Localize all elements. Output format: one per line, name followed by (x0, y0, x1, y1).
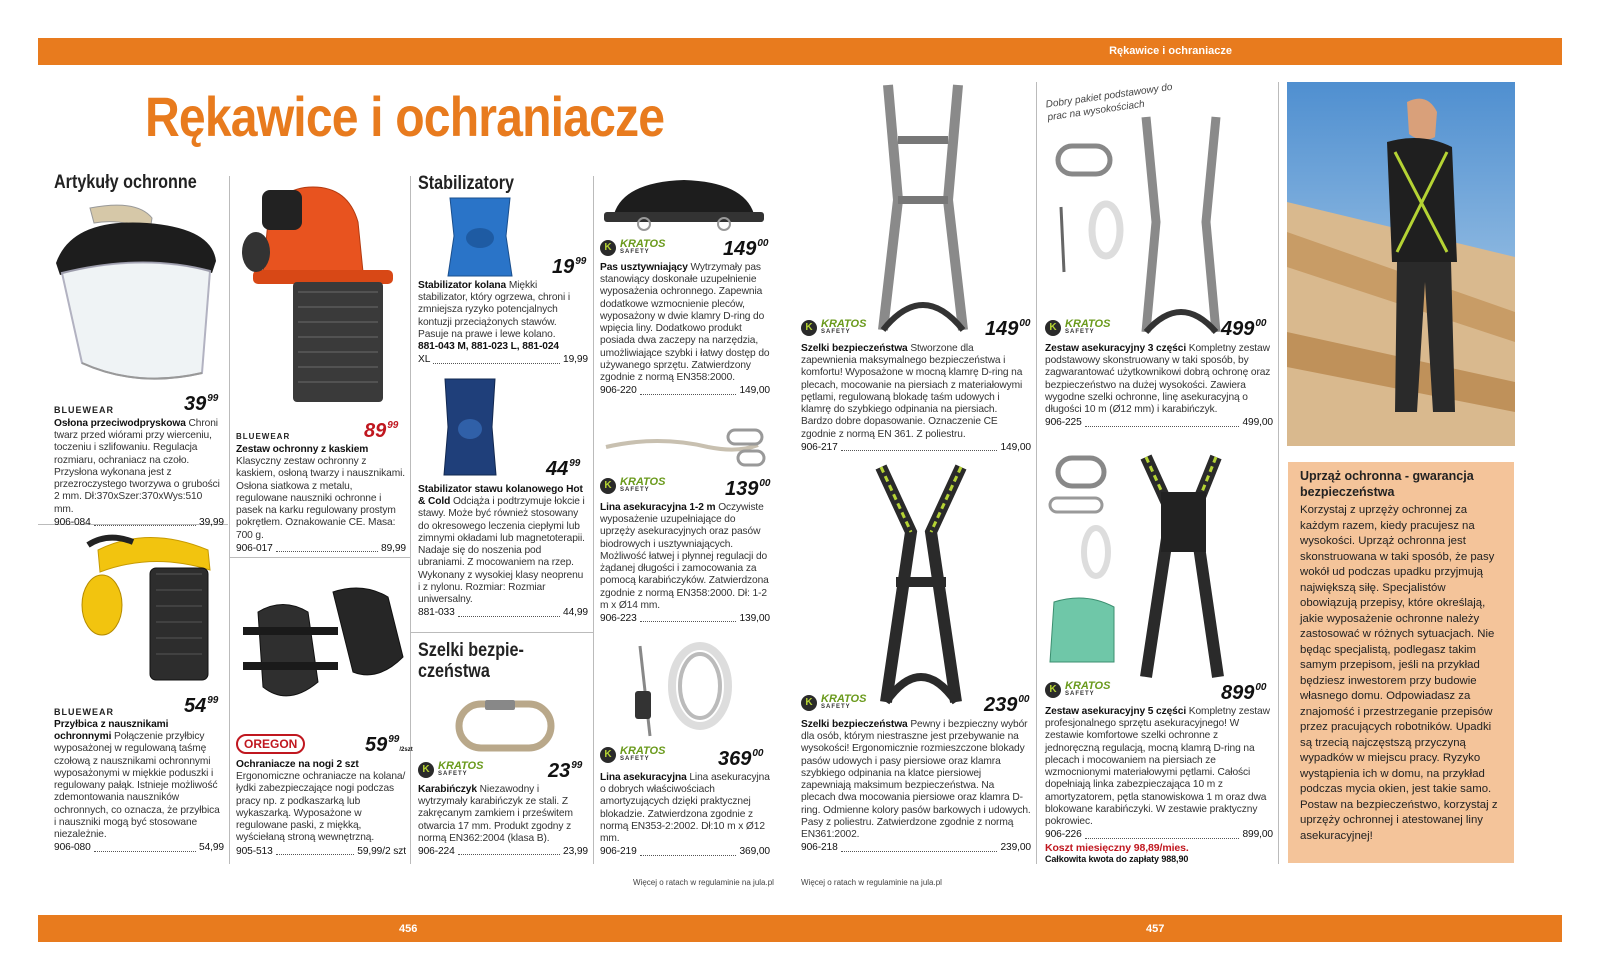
bluewear-logo: BLUEWEAR (54, 707, 114, 717)
harness-grey-image (868, 80, 978, 343)
page-number-right: 457 (1146, 923, 1165, 935)
harness-kit-3-image (1046, 112, 1266, 342)
safety-infobox (1288, 462, 1514, 863)
visor-earmuffs-image (78, 530, 223, 695)
kratos-logo: K KRATOS SAFETY (418, 760, 488, 780)
product-oslona: Osłona przeciwodpryskowa Chroni twarz przed wiórami przy wierceniu, toczeniu i szlifowaniu. Regulacja rozmiaru, ochraniacz na czoło. Przysłona wykonana jest z przezroczystego tworzywa o grubości 2 mm. Dł:370xSzer:370xWys:510 mm. 906-084 39,99 (54, 418, 224, 528)
oregon-logo: OREGON (236, 734, 305, 754)
price-przylbica: $54^{99}$ (184, 695, 219, 717)
product-zestaw-kask: Zestaw ochronny z kaskiem Klasyczny zestaw ochronny z kaskiem, osłoną twarzy i nausznikami. Osłona siatkowa z metalu, regulowane nauszniki ochronne i pasek na karku regulowany prostym pokrętłem. Oznakowanie CE. Masa: 700 g. 906-017 89,99 (236, 444, 406, 554)
divider (230, 557, 410, 558)
total-amount: Całkowita kwota do zapłaty 988,90 (1045, 854, 1189, 865)
divider (229, 176, 230, 864)
price-zestaw-kask: $89^{99}$ (364, 420, 399, 442)
price-zestaw3: $499^{00}$ (1221, 318, 1267, 340)
price-szelki-217: $149^{00}$ (985, 318, 1031, 340)
infobox-title: Uprząż ochronna - gwarancja bezpieczeństwa (1300, 469, 1474, 499)
harness-green-image (866, 462, 976, 717)
carabiner-image (455, 698, 555, 759)
product-zestaw3: Zestaw asekuracyjny 3 części Kompletny zestaw podstawowy skonstruowany w taki sposób, by zagwarantować użytkownikowi dobrą ochronę oraz bezpieczeństwo na dużej wysokości. Zawiera wygodne szelki ochronne, linę asekuracyjną o długości 10 m (Ø12 mm) i karabińczyk. 906-225 499,00 (1045, 343, 1273, 429)
divider (410, 176, 411, 864)
divider (593, 176, 594, 864)
kratos-logo: K KRATOS SAFETY (600, 476, 670, 496)
page-number-left: 456 (399, 923, 418, 935)
lanyard-image (598, 425, 770, 474)
monthly-cost: Koszt miesięczny 98,89/mies. (1045, 841, 1189, 854)
section-szelki: Szelki bezpie- czeństwa (418, 640, 524, 682)
handwritten-note: Dobry pakiet podstawowy do prac na wysokościach (1045, 81, 1174, 124)
price-zestaw5: $899^{00}$ (1221, 682, 1267, 704)
harness-kit-5-image (1046, 452, 1271, 689)
divider (1036, 82, 1037, 864)
face-shield-image (52, 203, 220, 393)
price-ochraniacze-nogi: $59^{99}/2szt$ (365, 734, 413, 756)
page-title: Rękawice i ochraniacze (145, 85, 665, 148)
kratos-logo: K KRATOS SAFETY (1045, 318, 1115, 338)
leg-guards-image (238, 582, 408, 717)
product-lina: Lina asekuracyjna Lina asekuracyjna o dobrych właściwościach amortyzujących dzięki praktycznej blokadzie. Zatwierdzona zgodnie z normą EN353-2:2002. Dł:10 m x Ø12 mm. 906-219 369,00 (600, 772, 770, 858)
product-przylbica: Przyłbica z nausznikami ochronnymi Połączenie przyłbicy wyposażonej w regulowaną taśmę czołową z nausznikami ochronnymi wyposażonymi w miękkie poduszki i regulowany pałąk. Istnieje możliwość zdemontowania nauszników ochronnych, co oznacza, że przyłbica i nauszniki mogą być stosowane niezależnie. 906-080 54,99 (54, 719, 224, 854)
product-lina-12: Lina asekuracyjna 1-2 m Oczywiste wyposażenie uzupełniające do uprzęży asekuracyjnych oraz pasów biodrowych i usztywniających. Możliwość łatwej i płynnej regulacji do żądanej długości i zamocowania za pomocą karabińczyków. Zatwierdzona zgodnie z normą EN358:2000. Dł: 1-2 m x Ø14 mm. 906-223 139,00 (600, 502, 770, 625)
price-lina: $369^{00}$ (718, 748, 764, 770)
top-header-bar (38, 38, 1562, 65)
price-oslona: $39^{99}$ (184, 393, 219, 415)
worker-photo (1287, 82, 1515, 446)
product-karabinczyk: Karabińczyk Niezawodny i wytrzymały karabińczyk ze stali. Z zakręcanym zamkiem i prześwitem otwarcia 17 mm. Produkt zgodny z normą EN362:2004 (klasa B). 906-224 23,99 (418, 784, 588, 858)
bottom-footer-bar (38, 915, 1562, 942)
kratos-logo: K KRATOS SAFETY (600, 745, 670, 765)
price-pas: $149^{00}$ (723, 238, 769, 260)
product-stabilizator-stawu: Stabilizator stawu kolanowego Hot & Cold Odciąża i podtrzymuje łokcie i stawy. Może być również stosowany do okresowego leczenia ciepłymi lub zimnymi okładami lub magnetoterapii. Nadaje się do noszenia pod ubraniami. Z mocowaniem na rzep. Wykonany z wysokiej klasy neoprenu i z nylonu. Rozmiar: Rozmiar uniwersalny. 881-033 44,99 (418, 484, 588, 619)
product-szelki-217: Szelki bezpieczeństwa Stworzone dla zapewnienia maksymalnego bezpieczeństwa i komfortu! Wyposażone w mocną klamrę D-ring na plecach, mocowanie na piersiach z materiałowymi pętlami, regulowaną blokadę taśm udowych i klamrę do szybkiego odpinania na piersiach. Bardzo dobre dopasowanie. Oznaczenie CE zgodnie z normą EN 361. Z poliestru. 906-217 149,00 (801, 343, 1031, 453)
belt-image (604, 174, 764, 239)
installment-note-right: Więcej o ratach w regulaminie na jula.pl (801, 878, 942, 887)
kratos-logo: K KRATOS SAFETY (801, 318, 871, 338)
product-ochraniacze-nogi: Ochraniacze na nogi 2 szt Ergonomiczne ochraniacze na kolana/łydki zabezpieczające nogi podczas pracy np. z podkaszarką lub wykaszarką. Wyposażone w regulowane paski, z miękką, wyściełaną stroną wewnętrzną. 905-513 59,99/2 szt (236, 759, 406, 857)
knee-brace-image (440, 377, 500, 482)
price-stabilizator-kolana: $19^{99}$ (552, 256, 587, 278)
product-stabilizator-kolana: Stabilizator kolana Miękki stabilizator, który ogrzewa, chroni i zmniejsza ryzyko potencjalnych kontuzji przeciążonych stawów. Pasuje na prawe i lewe kolano. 881-043 M, 881-023 L, 881-024 XL 19,99 (418, 280, 588, 366)
price-stabilizator-stawu: $44^{99}$ (546, 458, 581, 480)
knee-support-image (440, 196, 520, 283)
product-szelki-218: Szelki bezpieczeństwa Pewny i bezpieczny wybór dla osób, którym niestraszne jest przebywanie na wysokości! Ergonomicznie rozmieszczone blokady pasów udowych i pasy piersiowe oraz klamra szybkiego odpinania na klatce piersiowej zapewniają maksimum bezpieczeństwa. Na plecach dwa mocowania piersiowe oraz klamra D-ring. Odmienne kolory pasów barkowych i udowych. Pasy z poliestru. Zatwierdzone zgodnie z normą EN361:2002. 906-218 239,00 (801, 719, 1031, 854)
bluewear-logo: BLUEWEAR (236, 432, 291, 441)
price-lina-12: $139^{00}$ (725, 478, 771, 500)
divider (1278, 82, 1279, 864)
price-szelki-218: $239^{00}$ (984, 694, 1030, 716)
section-stabilizatory: Stabilizatory (418, 173, 515, 194)
header-section-label: Rękawice i ochraniacze (1109, 45, 1232, 57)
section-artykuly: Artykuły ochronne (54, 172, 197, 193)
helmet-set-image (238, 182, 403, 412)
price-karabinczyk: $23^{99}$ (548, 760, 583, 782)
bluewear-logo: BLUEWEAR (54, 405, 114, 415)
infobox-text: Korzystaj z uprzęży ochronnej za każdym razem, kiedy pracujesz na wysokości. Uprząż ochronna jest skonstruowana w taki sposób, że pasy wokół ud podczas upadku przyjmują największą siłę. Specjalistów obowiązują przepisy, które określają, jakie wyposażenie ochronne należy zastosować w różnych sytuacjach. Nie będąc specjalistą, podlegasz takim samym przepisom, jeśli na przykład będziesz inwestorem przy budowie własnego domu. Odpowiadasz za znajomość i przestrzeganie przepisów przez pracujących robotników. Upadki są trzecią najczęstszą przyczyną wypadków w miejscu pracy. Ryzyko wystąpienia ich w domu, na przykład podczas mycia okien, jest takie samo. Postaw na bezpieczeństwo, korzystaj z uprzęży ochronnej i atestowanej liny asekuracyjnej! (1300, 504, 1498, 842)
kratos-logo: K KRATOS SAFETY (801, 693, 871, 713)
installment-note-left: Więcej o ratach w regulaminie na jula.pl (633, 878, 774, 887)
rope-image (630, 636, 740, 751)
product-zestaw5: Zestaw asekuracyjny 5 części Kompletny zestaw profesjonalnego sprzętu asekuracyjnego! W zestawie komfortowe szelki ochronne z jednoręczną regulacją, mocną klamrą D-ring na plecach i mocowaniem na piersiach ze wzmocnionymi materiałowymi pętlami. Całości dopełniają linka zabezpieczająca 10 m z amortyzatorem, pętla stanowiskowa 1 m oraz dwa blokowane karabińczyki. W zestawie praktyczny pokrowiec. 906-226 899,00 Koszt miesięczny 98,89/mies. Całkowita kwota do zapłaty 988,90 (1045, 706, 1273, 865)
kratos-logo: K KRATOS SAFETY (600, 238, 670, 258)
kratos-logo: K KRATOS SAFETY (1045, 680, 1115, 700)
divider (411, 632, 593, 633)
product-pas: Pas usztywniający Wytrzymały pas stanowiący doskonałe uzupełnienie wyposażenia ochronnego. Zapewnia dodatkowe wzmocnienie pleców, wyposażony w dwie klamry D-ring do wpięcia liny. Dodatkowo produkt posiada dwa zaczepy na narzędzia, umożliwiające szybki i łatwy dostęp do używanego sprzętu. Zatwierdzony zgodnie z normą EN358:2000. 906-220 149,00 (600, 262, 770, 397)
